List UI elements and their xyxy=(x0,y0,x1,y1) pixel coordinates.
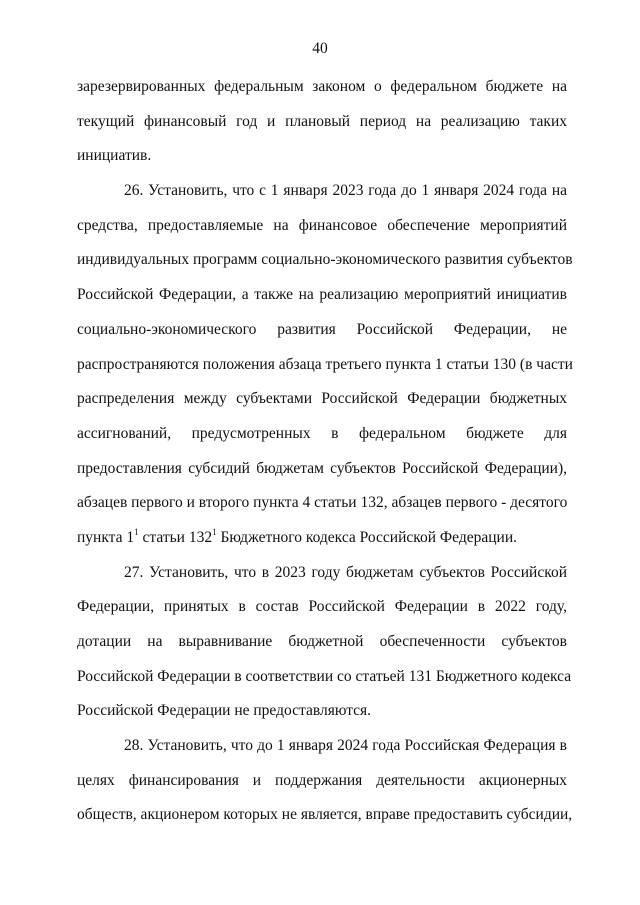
text-line: средства, предоставляемые на финансовое обеспечение мероприятий xyxy=(77,216,567,234)
superscript: 1 xyxy=(212,526,217,537)
superscript: 1 xyxy=(134,526,139,537)
text-fragment: Бюджетного кодекса Российской Федерации. xyxy=(216,528,517,546)
text-line: текущий финансовый год и плановый период на реализацию таких xyxy=(77,112,567,130)
text-fragment: пункта 1 xyxy=(77,528,135,546)
text-line: целях финансирования и поддержания деятельности акционерных xyxy=(77,771,567,789)
text-line: предоставления субсидий бюджетам субъектов Российской Федерации), xyxy=(77,459,567,477)
document-body xyxy=(77,77,573,840)
text-line: индивидуальных программ социально-экономического развития субъектов xyxy=(77,251,573,269)
text-line: социально-экономического развития Российской Федерации, не xyxy=(77,320,567,338)
text-line: 27. Установить, что в 2023 году бюджетам субъектов Российской xyxy=(124,563,567,581)
text-line: ассигнований, предусмотренных в федеральном бюджете для xyxy=(77,424,567,442)
text-line: распределения между субъектами Российской Федерации бюджетных xyxy=(77,390,567,408)
text-line: Федерации, принятых в состав Российской Федерации в 2022 году, xyxy=(77,598,567,616)
page-number: 40 xyxy=(312,40,328,57)
text-line: абзацев первого и второго пункта 4 статьи 132, абзацев первого - десятого xyxy=(77,494,568,512)
text-line: Российской Федерации не предоставляются. xyxy=(77,702,372,720)
text-line: 28. Установить, что до 1 января 2024 года Российская Федерация в xyxy=(124,737,567,755)
text-line: инициатив. xyxy=(77,147,152,165)
text-line: обществ, акционером которых не является, вправе предоставить субсидии, xyxy=(77,806,573,824)
paragraph-continuation xyxy=(77,77,567,181)
text-line: Российской Федерации, а также на реализацию мероприятий инициатив xyxy=(77,286,567,304)
paragraph-28 xyxy=(77,736,573,840)
text-fragment: статьи 132 xyxy=(138,528,213,546)
text-line: зарезервированных федеральным законом о федеральном бюджете на xyxy=(77,78,567,95)
paragraph-26 xyxy=(77,181,573,563)
text-line: дотации на выравнивание бюджетной обеспеченности субъектов xyxy=(77,633,567,650)
text-line: 26. Установить, что с 1 января 2023 года до 1 января 2024 года на xyxy=(124,182,567,200)
text-line: распространяются положения абзаца третьего пункта 1 статьи 130 (в части xyxy=(77,355,573,373)
text-line xyxy=(77,528,567,563)
text-line: Российской Федерации в соответствии со статьей 131 Бюджетного кодекса xyxy=(77,667,572,685)
paragraph-27 xyxy=(77,563,572,736)
